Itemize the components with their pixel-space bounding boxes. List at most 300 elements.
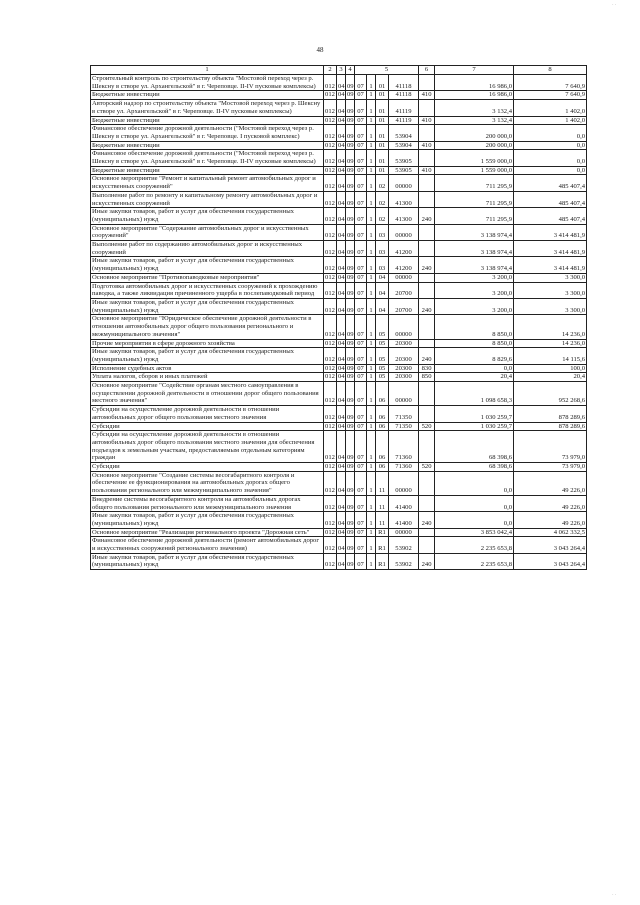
amount-year-2: 1 402,0 [514,100,587,116]
amount-year-1: 3 853 042,4 [435,528,514,537]
subsection-code: 09 [346,150,355,166]
row-name: Иные закупки товаров, работ и услуг для обеспечения государственных (муниципальных) нужд [91,298,324,314]
expense-type-code: 830 [419,364,435,373]
amount-year-2: 49 226,0 [514,495,587,511]
event-code: R1 [376,553,389,569]
subprogram-code: 1 [367,339,376,348]
ministry-code: 012 [324,150,337,166]
subprogram-code: 1 [367,208,376,224]
amount-year-1: 200 000,0 [435,125,514,141]
ministry-code: 012 [325,273,335,281]
program-code: 07 [355,471,367,495]
ministry-code: 012 [324,75,337,91]
direction-code: 53902 [389,537,419,553]
table-row [91,166,587,175]
direction-code: 53904 [389,125,419,141]
header-row [91,66,587,75]
subprogram-code: 1 [367,463,376,472]
direction-code: 53905 [389,150,419,166]
expense-type-code: 520 [419,463,435,472]
amount-year-1: 3 138 974,4 [435,224,514,240]
program-code: 07 [355,91,367,100]
subsection-code: 09 [346,100,355,116]
amount-year-2: 20,4 [514,373,587,382]
row-name: Иные закупки товаров, работ и услуг для обеспечения государственных (муниципальных) нужд [91,257,324,273]
ministry-code: 012 [324,431,337,463]
subsection-code: 09 [346,175,355,191]
table-row [91,91,587,100]
ministry-code: 012 [325,141,335,149]
direction-code: 00000 [389,224,419,240]
expense-type-code [419,175,435,191]
amount-year-2: 3 300,0 [514,273,587,282]
program-code: 07 [355,141,367,150]
table-row [91,406,587,422]
direction-code: 71360 [389,463,419,472]
subprogram-code: 1 [367,282,376,298]
direction-code: 00000 [389,175,419,191]
event-code: 02 [376,208,389,224]
header-cell: 7 [435,66,514,75]
event-code: 03 [376,224,389,240]
expense-type-code [419,382,435,406]
subsection-code: 09 [347,273,354,281]
expense-type-code [419,431,435,463]
event-code: 05 [376,348,389,364]
direction-code: 20700 [389,298,419,314]
section-code: 04 [337,406,346,422]
subprogram-code: 1 [367,348,376,364]
amount-year-1: 1 030 259,7 [435,406,514,422]
section-code: 04 [337,208,346,224]
amount-year-1: 0,0 [435,512,514,528]
expense-type-code [419,537,435,553]
header-cell: 2 [324,66,337,75]
subsection-code: 09 [346,298,355,314]
event-code: 05 [376,373,389,382]
row-name: Субсидии [91,422,324,431]
ministry-code: 012 [324,553,337,569]
row-name: Основное мероприятие "Содержание автомобильных дорог и искусственных сооружений" [91,224,324,240]
direction-code: 41119 [389,116,419,125]
expense-type-code: 240 [419,257,435,273]
ministry-code: 012 [324,241,337,257]
ministry-code: 012 [325,166,335,174]
event-code: 04 [376,282,389,298]
amount-year-1: 711 295,9 [435,191,514,207]
direction-code: 53902 [389,553,419,569]
row-name: Основное мероприятие "Ремонт и капитальный ремонт автомобильных дорог и искусственных сооружений" [91,175,324,191]
program-code: 07 [355,150,367,166]
expense-type-code [419,75,435,91]
expense-type-code [419,528,435,537]
amount-year-1: 8 829,6 [435,348,514,364]
event-code: R1 [376,528,389,537]
subsection-code: 09 [347,463,354,471]
subsection-code: 09 [346,495,355,511]
table-row [91,273,587,282]
table-row [91,125,587,141]
subsection-code: 09 [346,315,355,339]
ministry-code: 012 [325,339,335,347]
section-code: 04 [337,348,346,364]
event-code: 05 [376,339,389,348]
direction-code: 41300 [389,208,419,224]
direction-code: 00000 [389,528,419,537]
subsection-code: 09 [347,373,354,381]
section-code: 04 [337,512,346,528]
table-row [91,298,587,314]
amount-year-1: 0,0 [435,495,514,511]
amount-year-2: 4 062 332,5 [514,528,587,537]
section-code: 04 [337,537,346,553]
amount-year-1: 711 295,9 [435,175,514,191]
subprogram-code: 1 [367,257,376,273]
amount-year-2: 3 414 481,9 [514,241,587,257]
amount-year-2: 1 402,0 [514,116,587,125]
amount-year-1: 1 098 658,3 [435,382,514,406]
amount-year-2: 14 115,6 [514,348,587,364]
expense-type-code: 520 [419,422,435,431]
subprogram-code: 1 [367,495,376,511]
row-name: Строительный контроль по строительству объекта "Мостовой переход через р. Шексну в створе ул. Архангельской" в г. Череповце. II-IV пусковые комплексы) [91,75,324,91]
ministry-code: 012 [324,298,337,314]
subsection-code: 09 [346,282,355,298]
amount-year-2: 7 640,9 [514,75,587,91]
program-code: 07 [355,282,367,298]
program-code: 07 [355,382,367,406]
section-code: 04 [338,116,345,124]
table-row [91,175,587,191]
amount-year-1: 1 030 259,7 [435,422,514,431]
program-code: 07 [355,537,367,553]
subprogram-code: 1 [367,141,376,150]
section-code: 04 [337,257,346,273]
table-row [91,471,587,495]
subsection-code: 09 [347,422,354,430]
scan-mark: · · [612,3,617,8]
ministry-code: 012 [325,91,335,99]
amount-year-2: 0,0 [514,125,587,141]
amount-year-1: 0,0 [435,471,514,495]
table-row [91,512,587,528]
ministry-code: 012 [324,406,337,422]
header-cell: 1 [91,66,324,75]
ministry-code: 012 [325,364,335,372]
direction-code: 20300 [389,364,419,373]
ministry-code: 012 [324,471,337,495]
amount-year-1: 3 200,0 [435,282,514,298]
amount-year-2: 3 043 264,4 [514,553,587,569]
program-code: 07 [355,116,367,125]
amount-year-1: 8 850,0 [435,315,514,339]
program-code: 07 [355,241,367,257]
amount-year-1: 3 138 974,4 [435,257,514,273]
row-name: Выполнение работ по содержанию автомобильных дорог и искусственных сооружений [91,241,324,257]
expense-type-code: 240 [419,512,435,528]
row-name: Бюджетные инвестиции [91,166,324,175]
expense-type-code: 240 [419,208,435,224]
subprogram-code: 1 [367,373,376,382]
section-code: 04 [337,382,346,406]
ministry-code: 012 [324,282,337,298]
subprogram-code: 1 [367,512,376,528]
table-body [91,66,587,570]
subsection-code: 09 [347,91,354,99]
section-code: 04 [338,364,345,372]
direction-code: 41118 [389,91,419,100]
event-code: 01 [376,91,389,100]
subprogram-code: 1 [367,116,376,125]
subprogram-code: 1 [367,100,376,116]
amount-year-2: 485 407,4 [514,191,587,207]
subprogram-code: 1 [367,166,376,175]
direction-code: 41200 [389,257,419,273]
amount-year-1: 20,4 [435,373,514,382]
subsection-code: 09 [346,512,355,528]
subsection-code: 09 [346,553,355,569]
subsection-code: 09 [346,431,355,463]
direction-code: 41119 [389,100,419,116]
subprogram-code: 1 [367,553,376,569]
table-row [91,537,587,553]
program-code: 07 [355,528,367,537]
subprogram-code: 1 [367,315,376,339]
table-row [91,382,587,406]
subsection-code: 09 [346,224,355,240]
table-row [91,141,587,150]
direction-code: 71360 [389,431,419,463]
direction-code: 20300 [389,348,419,364]
amount-year-2: 73 979,0 [514,431,587,463]
event-code: 02 [376,175,389,191]
subprogram-code: 1 [367,382,376,406]
event-code: 04 [376,298,389,314]
direction-code: 41118 [389,75,419,91]
program-code: 07 [355,463,367,472]
ministry-code: 012 [325,463,335,471]
subprogram-code: 1 [367,175,376,191]
ministry-code: 012 [325,422,335,430]
subprogram-code: 1 [367,150,376,166]
row-name: Субсидии [91,463,324,472]
event-code: 06 [376,431,389,463]
ministry-code: 012 [324,382,337,406]
table-row [91,257,587,273]
program-code: 07 [355,273,367,282]
section-code: 04 [337,471,346,495]
amount-year-1: 3 132,4 [435,116,514,125]
section-code: 04 [337,100,346,116]
amount-year-2: 73 979,0 [514,463,587,472]
section-code: 04 [338,528,345,536]
table-row [91,431,587,463]
amount-year-2: 485 407,4 [514,208,587,224]
expense-type-code: 240 [419,348,435,364]
subsection-code: 09 [346,125,355,141]
budget-table [90,65,587,570]
program-code: 07 [355,257,367,273]
row-name: Основное мероприятие "Реализация регионального проекта "Дорожная сеть" [91,528,324,537]
expense-type-code: 240 [419,553,435,569]
row-name: Внедрение системы весогабаритного контроля на автомобильных дорогах общего пользования регионального или межмуниципального значения [91,495,324,511]
ministry-code: 012 [324,315,337,339]
amount-year-1: 68 398,6 [435,463,514,472]
table-row [91,208,587,224]
ministry-code: 012 [325,373,335,381]
direction-code: 20300 [389,339,419,348]
expense-type-code [419,125,435,141]
row-name: Выполнение работ по ремонту и капитальному ремонту автомобильных дорог и искусственных сооружений [91,191,324,207]
row-name: Иные закупки товаров, работ и услуг для обеспечения государственных (муниципальных) нужд [91,348,324,364]
subsection-code: 09 [346,348,355,364]
ministry-code: 012 [324,100,337,116]
header-cell: 4 [346,66,355,75]
section-code: 04 [338,422,345,430]
section-code: 04 [337,241,346,257]
section-code: 04 [337,175,346,191]
table-row [91,315,587,339]
header-cell: 3 [337,66,346,75]
amount-year-2: 878 289,6 [514,422,587,431]
amount-year-1: 68 398,6 [435,431,514,463]
section-code: 04 [338,141,345,149]
row-name: Финансовое обеспечение дорожной деятельности (ремонт автомобильных дорог и искусственных сооружений регионального значения) [91,537,324,553]
expense-type-code: 410 [419,141,435,150]
ministry-code: 012 [324,191,337,207]
subprogram-code: 1 [367,406,376,422]
table-row [91,348,587,364]
subsection-code: 09 [347,116,354,124]
program-code: 07 [355,339,367,348]
expense-type-code: 240 [419,298,435,314]
direction-code: 20700 [389,282,419,298]
expense-type-code [419,315,435,339]
subsection-code: 09 [347,339,354,347]
program-code: 07 [355,175,367,191]
amount-year-2: 49 226,0 [514,471,587,495]
amount-year-2: 3 414 481,9 [514,257,587,273]
subsection-code: 09 [346,471,355,495]
expense-type-code: 850 [419,373,435,382]
subsection-code: 09 [346,208,355,224]
direction-code: 00000 [389,315,419,339]
table-row [91,553,587,569]
section-code: 04 [337,150,346,166]
event-code: 04 [376,273,389,282]
ministry-code: 012 [324,175,337,191]
direction-code: 41400 [389,495,419,511]
direction-code: 20300 [389,373,419,382]
direction-code: 53904 [389,141,419,150]
amount-year-2: 485 407,4 [514,175,587,191]
event-code: 06 [376,382,389,406]
event-code: 05 [376,364,389,373]
amount-year-1: 3 200,0 [435,298,514,314]
amount-year-1: 16 986,0 [435,75,514,91]
table-row [91,191,587,207]
row-name: Прочие мероприятия в сфере дорожного хозяйства [91,339,324,348]
event-code: 03 [376,257,389,273]
amount-year-2: 3 043 264,4 [514,537,587,553]
program-code: 07 [355,512,367,528]
ministry-code: 012 [324,208,337,224]
table-row [91,241,587,257]
event-code: 03 [376,241,389,257]
section-code: 04 [337,125,346,141]
expense-type-code [419,224,435,240]
row-name: Бюджетные инвестиции [91,141,324,150]
program-code: 07 [355,495,367,511]
event-code: 06 [376,422,389,431]
event-code: 01 [376,166,389,175]
direction-code: 00000 [389,273,419,282]
amount-year-2: 0,0 [514,150,587,166]
section-code: 04 [338,339,345,347]
section-code: 04 [337,315,346,339]
amount-year-2: 0,0 [514,141,587,150]
ministry-code: 012 [325,528,335,536]
event-code: 02 [376,191,389,207]
expense-type-code [419,150,435,166]
subprogram-code: 1 [367,273,376,282]
subprogram-code: 1 [367,91,376,100]
amount-year-2: 14 236,0 [514,315,587,339]
program-code: 07 [355,422,367,431]
amount-year-2: 952 268,6 [514,382,587,406]
subprogram-code: 1 [367,422,376,431]
amount-year-2: 3 414 481,9 [514,224,587,240]
header-cell: 6 [419,66,435,75]
subsection-code: 09 [346,537,355,553]
program-code: 07 [355,553,367,569]
ministry-code: 012 [324,348,337,364]
program-code: 07 [355,208,367,224]
table-row [91,339,587,348]
program-code: 07 [355,166,367,175]
direction-code: 53905 [389,166,419,175]
table-row [91,100,587,116]
subprogram-code: 1 [367,298,376,314]
section-code: 04 [338,373,345,381]
subprogram-code: 1 [367,125,376,141]
expense-type-code [419,406,435,422]
table-row [91,150,587,166]
expense-type-code: 410 [419,91,435,100]
section-code: 04 [338,166,345,174]
subprogram-code: 1 [367,537,376,553]
amount-year-1: 1 559 000,0 [435,150,514,166]
event-code: 01 [376,141,389,150]
program-code: 07 [355,75,367,91]
table-row [91,364,587,373]
event-code: 11 [376,495,389,511]
row-name: Авторский надзор по строительству объекта "Мостовой переход через р. Шексну в створе ул. Архангельской" в г. Череповце. II-IV пусковые комплексы) [91,100,324,116]
direction-code: 71350 [389,422,419,431]
amount-year-1: 1 559 000,0 [435,166,514,175]
program-code: 07 [355,191,367,207]
section-code: 04 [337,224,346,240]
subsection-code: 09 [347,528,354,536]
program-code: 07 [355,373,367,382]
program-code: 07 [355,125,367,141]
section-code: 04 [338,91,345,99]
section-code: 04 [337,553,346,569]
row-name: Иные закупки товаров, работ и услуг для обеспечения государственных (муниципальных) нужд [91,553,324,569]
section-code: 04 [337,431,346,463]
table-row [91,528,587,537]
direction-code: 41200 [389,241,419,257]
